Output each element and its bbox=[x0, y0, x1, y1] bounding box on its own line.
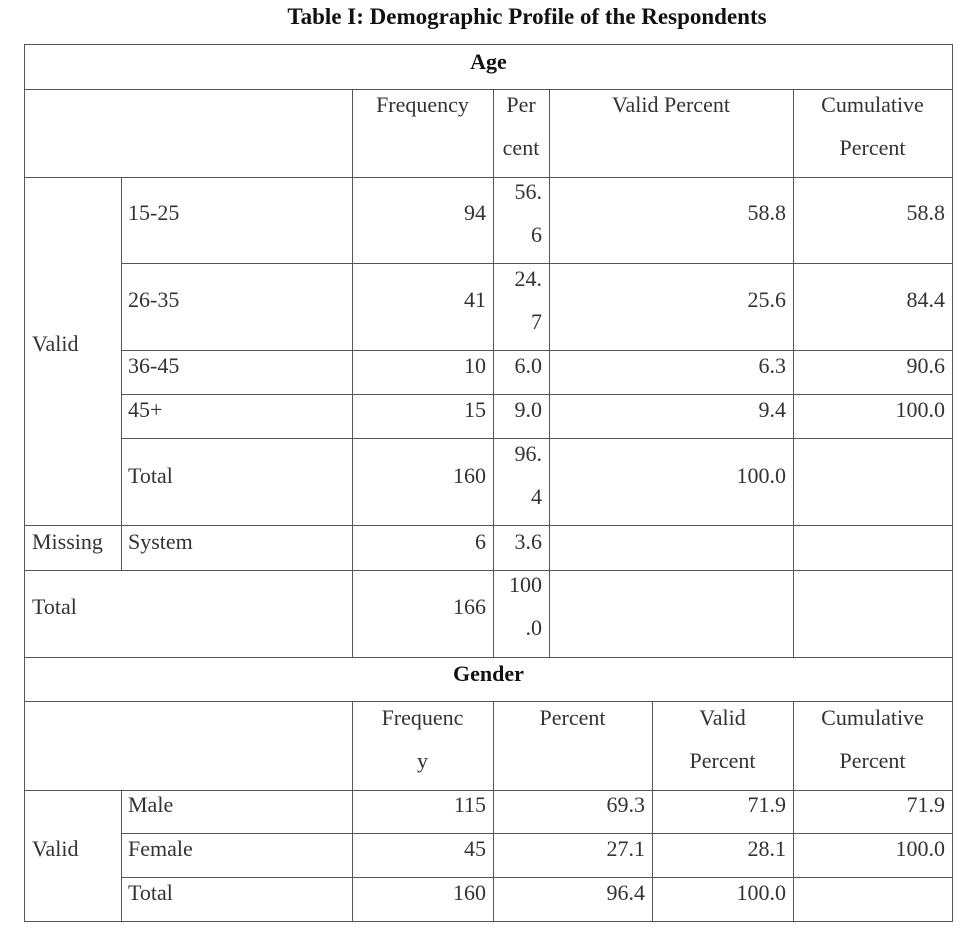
gender-section-title: Gender bbox=[453, 661, 524, 686]
gender-row-valid-percent: 100.0 bbox=[736, 880, 786, 905]
gender-valid-label: Valid bbox=[32, 836, 79, 861]
age-total-label: Total bbox=[32, 594, 77, 619]
age-total-percent-line2: .0 bbox=[525, 615, 542, 640]
age-header-cumulative-line2: Percent bbox=[839, 135, 906, 160]
age-section-title: Age bbox=[470, 49, 507, 74]
age-header-valid-percent: Valid Percent bbox=[612, 92, 730, 117]
age-row-percent-line1: 56. bbox=[514, 179, 542, 204]
age-valid-total-percent-line2: 4 bbox=[531, 484, 542, 509]
gender-header-cumulative-line2: Percent bbox=[839, 748, 906, 773]
table-title: Table I: Demographic Profile of the Respondents bbox=[287, 4, 767, 29]
gender-row-percent: 27.1 bbox=[606, 836, 645, 861]
age-total-percent-line1: 100 bbox=[509, 572, 542, 597]
age-valid-total-percent-line1: 96. bbox=[514, 441, 542, 466]
age-row-frequency: 41 bbox=[464, 287, 486, 312]
age-missing-frequency: 6 bbox=[475, 529, 486, 554]
gender-row-percent: 69.3 bbox=[606, 792, 645, 817]
age-row-cumulative: 58.8 bbox=[906, 200, 945, 225]
gender-row-cumulative: 100.0 bbox=[895, 836, 945, 861]
gender-row-label: Male bbox=[128, 792, 174, 817]
age-missing-sublabel: System bbox=[128, 529, 193, 554]
age-row-valid-percent: 6.3 bbox=[758, 353, 786, 378]
age-missing-label: Missing bbox=[32, 529, 103, 554]
age-header-percent-line2: cent bbox=[502, 135, 540, 160]
age-row-label: 36-45 bbox=[128, 353, 180, 378]
age-row-frequency: 10 bbox=[464, 353, 486, 378]
gender-row-frequency: 45 bbox=[464, 836, 486, 861]
age-row-frequency: 15 bbox=[464, 397, 486, 422]
gender-row-frequency: 115 bbox=[453, 792, 486, 817]
age-row-percent-line2: 7 bbox=[531, 309, 542, 334]
age-missing-percent: 3.6 bbox=[514, 529, 542, 554]
age-row-cumulative: 90.6 bbox=[906, 353, 945, 378]
age-header-cumulative-line1: Cumulative bbox=[821, 92, 924, 117]
age-row-cumulative: 100.0 bbox=[895, 397, 945, 422]
gender-row-valid-percent: 28.1 bbox=[747, 836, 786, 861]
age-row-label: 26-35 bbox=[128, 287, 180, 312]
age-row-frequency: 94 bbox=[464, 200, 486, 225]
age-row-percent-line2: 6 bbox=[531, 222, 542, 247]
age-valid-total-frequency: 160 bbox=[453, 463, 486, 488]
age-row-percent: 6.0 bbox=[514, 353, 542, 378]
age-header-percent-line1: Per bbox=[506, 92, 536, 117]
age-valid-label: Valid bbox=[32, 331, 79, 356]
gender-row-frequency: 160 bbox=[453, 880, 486, 905]
gender-row-valid-percent: 71.9 bbox=[747, 792, 786, 817]
age-row-valid-percent: 25.6 bbox=[747, 287, 786, 312]
age-row-label: 45+ bbox=[128, 397, 163, 422]
age-valid-total-label: Total bbox=[128, 463, 173, 488]
age-row-valid-percent: 58.8 bbox=[747, 200, 786, 225]
age-total-frequency: 166 bbox=[453, 594, 486, 619]
age-header-frequency: Frequency bbox=[376, 92, 469, 117]
age-valid-total-valid-percent: 100.0 bbox=[736, 463, 786, 488]
age-row-percent-line1: 24. bbox=[514, 266, 542, 291]
gender-row-percent: 96.4 bbox=[606, 880, 645, 905]
gender-header-frequency-line2: y bbox=[417, 748, 428, 773]
age-row-label: 15-25 bbox=[128, 200, 180, 225]
age-row-percent: 9.0 bbox=[514, 397, 542, 422]
gender-header-valid-line1: Valid bbox=[699, 705, 746, 730]
gender-header-valid-line2: Percent bbox=[689, 748, 756, 773]
gender-header-percent: Percent bbox=[539, 705, 606, 730]
age-row-cumulative: 84.4 bbox=[906, 287, 945, 312]
gender-row-label: Female bbox=[128, 836, 193, 861]
gender-row-cumulative: 71.9 bbox=[906, 792, 945, 817]
age-row-valid-percent: 9.4 bbox=[758, 397, 786, 422]
gender-row-label: Total bbox=[128, 880, 173, 905]
gender-header-frequency-line1: Frequenc bbox=[381, 705, 464, 730]
gender-header-cumulative-line1: Cumulative bbox=[821, 705, 924, 730]
